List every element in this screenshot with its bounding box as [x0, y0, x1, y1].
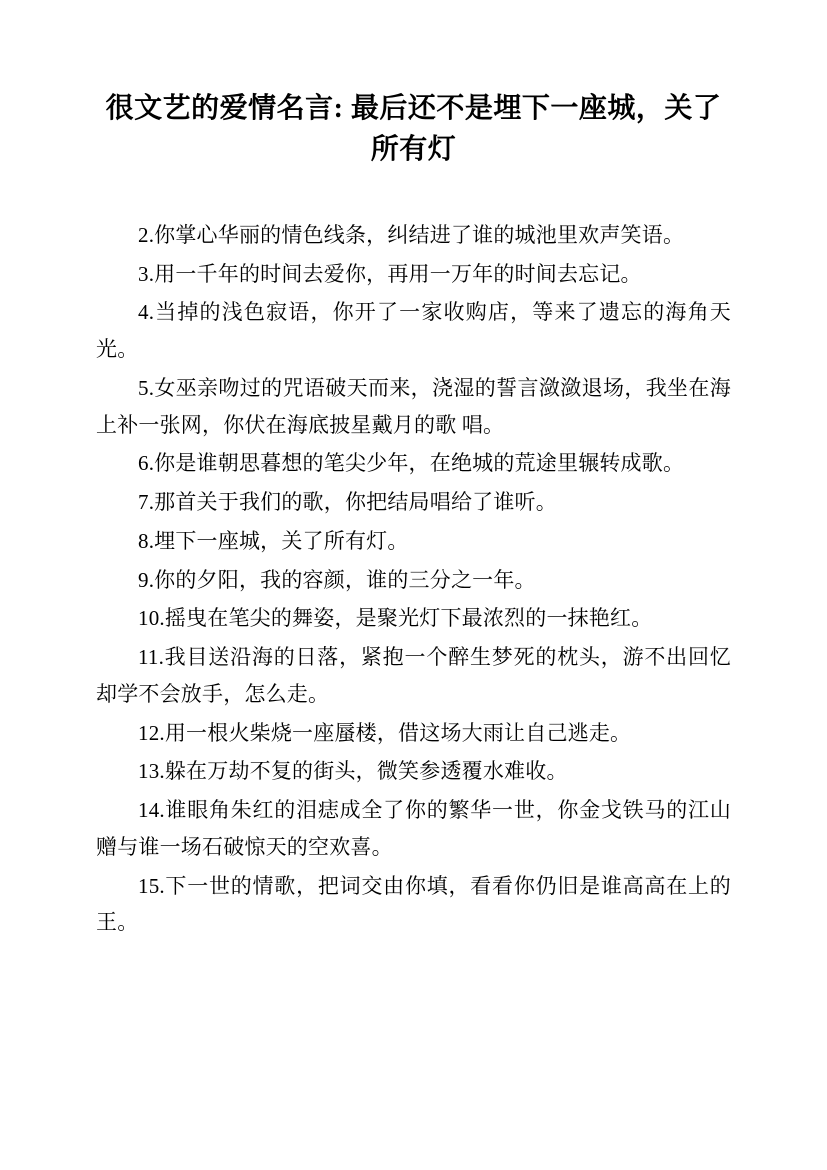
page-title: 很文艺的爱情名言: 最后还不是埋下一座城，关了所有灯 — [105, 93, 722, 166]
document-body — [96, 217, 731, 941]
paragraph: 14.谁眼角朱红的泪痣成全了你的繁华一世，你金戈铁马的江山赠与谁一场石破惊天的空欢喜。 — [96, 798, 731, 859]
paragraph: 5.女巫亲吻过的咒语破天而来，浇湿的誓言潋潋退场，我坐在海上补一张网，你伏在海底披星戴月的歌 唱。 — [96, 375, 731, 437]
paragraph: 8.埋下一座城，关了所有灯。 — [138, 528, 409, 553]
paragraph: 3.用一千年的时间去爱你，再用一万年的时间去忘记。 — [138, 261, 642, 286]
paragraph: 11.我目送沿海的日落，紧抱一个醉生梦死的枕头，游不出回忆却学不会放手，怎么走。 — [96, 645, 731, 706]
paragraph: 4.当掉的浅色寂语，你开了一家收购店，等来了遗忘的海角天光。 — [96, 300, 731, 362]
paragraph: 7.那首关于我们的歌，你把结局唱给了谁听。 — [138, 490, 557, 515]
paragraph: 2.你掌心华丽的情色线条，纠结进了谁的城池里欢声笑语。 — [138, 222, 685, 247]
paragraph: 13.躲在万劫不复的街头，微笑参透覆水难收。 — [138, 759, 568, 784]
paragraph: 9.你的夕阳，我的容颜，谁的三分之一年。 — [138, 567, 536, 592]
paragraph: 6.你是谁朝思暮想的笔尖少年，在绝城的荒途里辗转成歌。 — [138, 451, 685, 476]
paragraph: 10.摇曳在笔尖的舞姿，是聚光灯下最浓烈的一抹艳红。 — [138, 606, 653, 631]
paragraph: 12.用一根火柴烧一座蜃楼，借这场大雨让自己逃走。 — [138, 720, 632, 745]
paragraph: 15.下一世的情歌，把词交由你填，看看你仍旧是谁高高在上的王。 — [96, 873, 731, 935]
